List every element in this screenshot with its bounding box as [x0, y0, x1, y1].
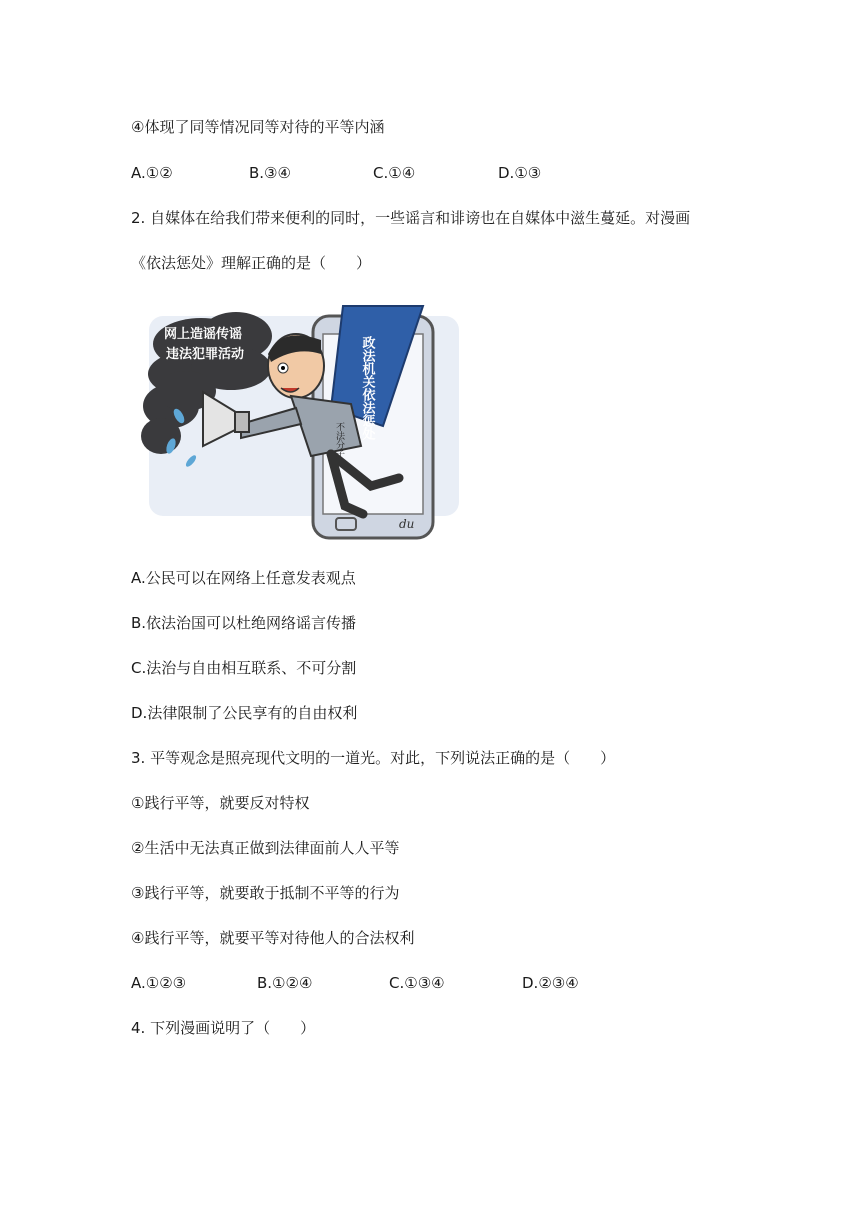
q2-option-a: A.公民可以在网络上任意发表观点: [131, 569, 356, 587]
q1-option-a: A.①②: [131, 164, 173, 182]
q3-stem: 3. 平等观念是照亮现代文明的一道光。对此，下列说法正确的是（ ）: [131, 749, 616, 767]
q3-item-2: ②生活中无法真正做到法律面前人人平等: [131, 839, 400, 857]
q3-option-d: D.②③④: [522, 974, 579, 992]
q3-item-1: ①践行平等，就要反对特权: [131, 794, 310, 812]
q3-item-3: ③践行平等，就要敢于抵制不平等的行为: [131, 884, 400, 902]
q2-option-b: B.依法治国可以杜绝网络谣言传播: [131, 614, 357, 632]
badge-text: 不法分子: [334, 422, 344, 458]
q1-option-b: B.③④: [249, 164, 291, 182]
q2-option-d: D.法律限制了公民享有的自由权利: [131, 704, 358, 722]
sleeve-text: 政法机关依法惩处: [359, 336, 375, 440]
q3-option-b: B.①②④: [257, 974, 313, 992]
q1-option-d: D.①③: [498, 164, 542, 182]
bubble-line-1: 网上造谣传谣: [164, 327, 243, 342]
bubble-line-2: 违法犯罪活动: [166, 347, 245, 362]
artist-signature: du: [399, 517, 415, 531]
cartoon-illustration: [131, 296, 461, 544]
q1-option-c: C.①④: [373, 164, 416, 182]
q2-stem-line2: 《依法惩处》理解正确的是（ ）: [131, 254, 372, 272]
q1-item-4: ④体现了同等情况同等对待的平等内涵: [131, 118, 385, 136]
q2-option-c: C.法治与自由相互联系、不可分割: [131, 659, 357, 677]
q2-stem-line1: 2. 自媒体在给我们带来便利的同时，一些谣言和诽谤也在自媒体中滋生蔓延。对漫画: [131, 209, 691, 227]
q3-option-a: A.①②③: [131, 974, 187, 992]
q4-stem: 4. 下列漫画说明了（ ）: [131, 1019, 316, 1037]
q3-option-c: C.①③④: [389, 974, 445, 992]
q3-item-4: ④践行平等，就要平等对待他人的合法权利: [131, 929, 415, 947]
